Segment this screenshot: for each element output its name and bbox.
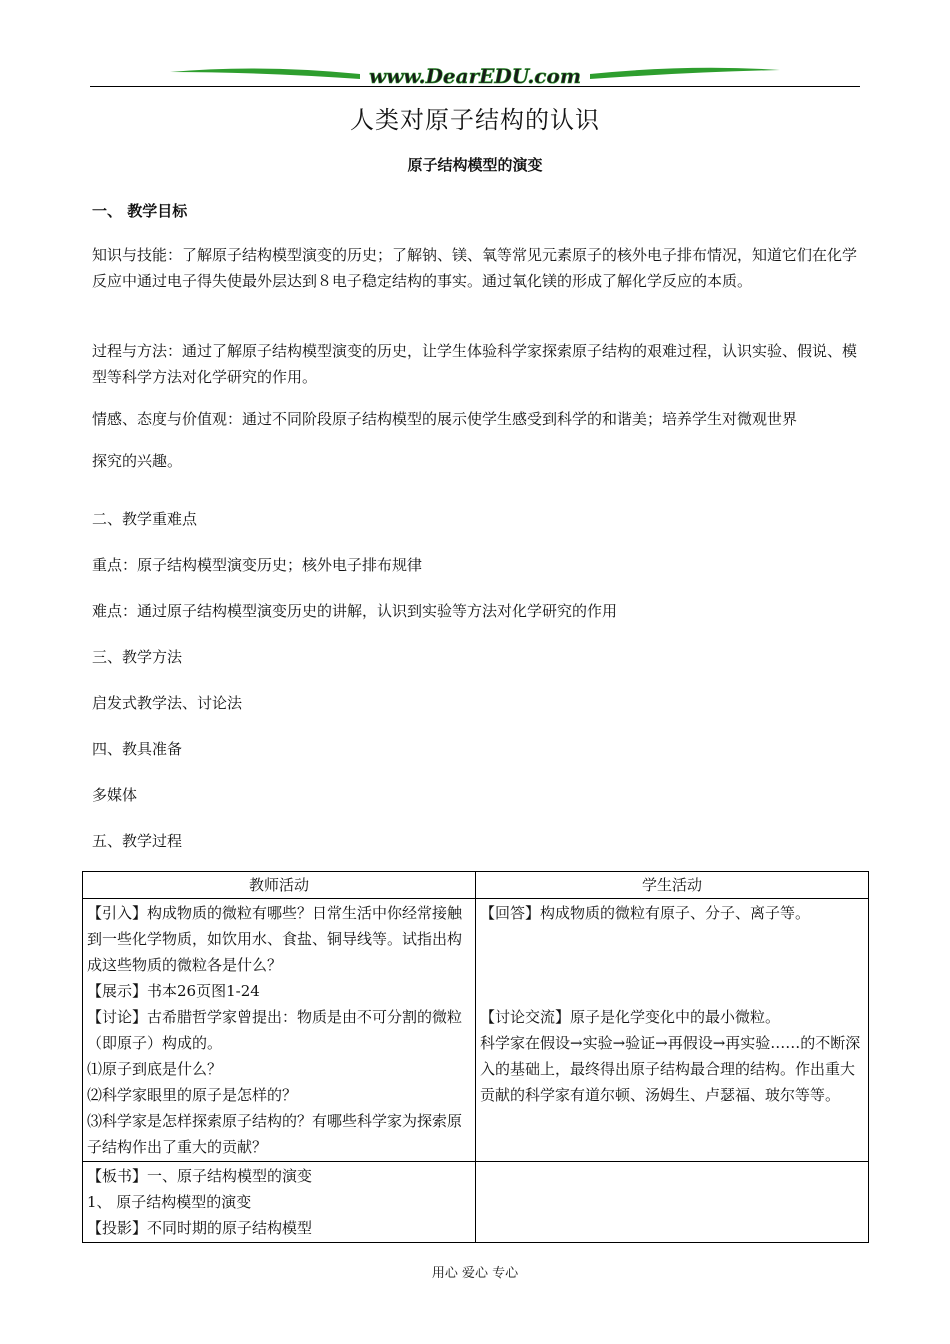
teacher-board: 【板书】一、原子结构模型的演变 <box>87 1167 313 1185</box>
teaching-aids: 多媒体 <box>92 786 138 804</box>
teacher-intro: 【引入】构成物质的微粒有哪些？日常生活中你经常接触到一些化学物质，如饮用水、食盐、铜导线等。试指出构成这些物质的微粒各是什么？ <box>87 904 463 974</box>
page-title: 人类对原子结构的认识 <box>350 106 600 134</box>
student-discussion: 【讨论交流】原子是化学变化中的最小微粒。 <box>480 1008 781 1026</box>
teacher-board-item: 1、 原子结构模型的演变 <box>87 1193 252 1211</box>
page-subtitle: 原子结构模型的演变 <box>407 156 543 174</box>
question-3: ⑶科学家是怎样探索原子结构的？有哪些科学家为探索原子结构作出了重大的贡献？ <box>87 1112 463 1156</box>
section-3-heading: 三、教学方法 <box>92 648 183 666</box>
teaching-process-table <box>82 871 869 1243</box>
question-1: ⑴原子到底是什么？ <box>87 1060 223 1078</box>
table-row <box>83 1162 869 1243</box>
page-footer: 用心 爱心 专心 <box>431 1266 519 1281</box>
section-4-heading: 四、教具准备 <box>92 740 183 758</box>
objective-attitude: 情感、态度与价值观：通过不同阶段原子结构模型的展示使学生感受到科学的和谐美；培养学生对微观世界 <box>92 410 798 428</box>
objective-attitude-cont: 探究的兴趣。 <box>92 452 183 470</box>
student-cell <box>476 1162 869 1243</box>
col-teacher-header: 教师活动 <box>83 872 476 899</box>
site-name: www.DearEDU.com <box>368 64 582 88</box>
col-student-header: 学生活动 <box>476 872 869 899</box>
section-1-heading: 一、 教学目标 <box>92 202 188 220</box>
section-2-heading: 二、教学重难点 <box>92 510 198 528</box>
student-cell <box>476 899 869 1162</box>
objective-process: 过程与方法：通过了解原子结构模型演变的历史，让学生体验科学家探索原子结构的艰难过程，认识实验、假说、模型等科学方法对化学研究的作用。 <box>92 342 858 386</box>
student-conclusion: 科学家在假设→实验→验证→再假设→再实验……的不断深入的基础上，最终得出原子结构最合理的结构。作出重大贡献的科学家有道尔顿、汤姆生、卢瑟福、玻尔等等。 <box>480 1034 861 1104</box>
teacher-projection: 【投影】不同时期的原子结构模型 <box>87 1219 313 1237</box>
teacher-cell <box>83 1162 476 1243</box>
difficult-points: 难点：通过原子结构模型演变历史的讲解，认识到实验等方法对化学研究的作用 <box>92 602 618 620</box>
table-row <box>83 899 869 1162</box>
teaching-method: 启发式教学法、讨论法 <box>92 694 243 712</box>
table-header-row <box>83 872 869 899</box>
site-banner-logo <box>170 62 780 92</box>
section-5-heading: 五、教学过程 <box>92 832 183 850</box>
student-answer: 【回答】构成物质的微粒有原子、分子、离子等。 <box>480 904 811 922</box>
teacher-discuss: 【讨论】古希腊哲学家曾提出：物质是由不可分割的微粒（即原子）构成的。 <box>87 1008 463 1052</box>
teacher-cell <box>83 899 476 1162</box>
question-2: ⑵科学家眼里的原子是怎样的？ <box>87 1086 298 1104</box>
objective-knowledge: 知识与技能：了解原子结构模型演变的历史；了解钠、镁、氧等常见元素原子的核外电子排布情况，知道它们在化学反应中通过电子得失使最外层达到８电子稳定结构的事实。通过氧化镁的形成了解化学反应的本质。 <box>92 246 858 290</box>
key-points: 重点：原子结构模型演变历史；核外电子排布规律 <box>92 556 423 574</box>
teacher-show: 【展示】书本26页图1-24 <box>87 982 260 1000</box>
